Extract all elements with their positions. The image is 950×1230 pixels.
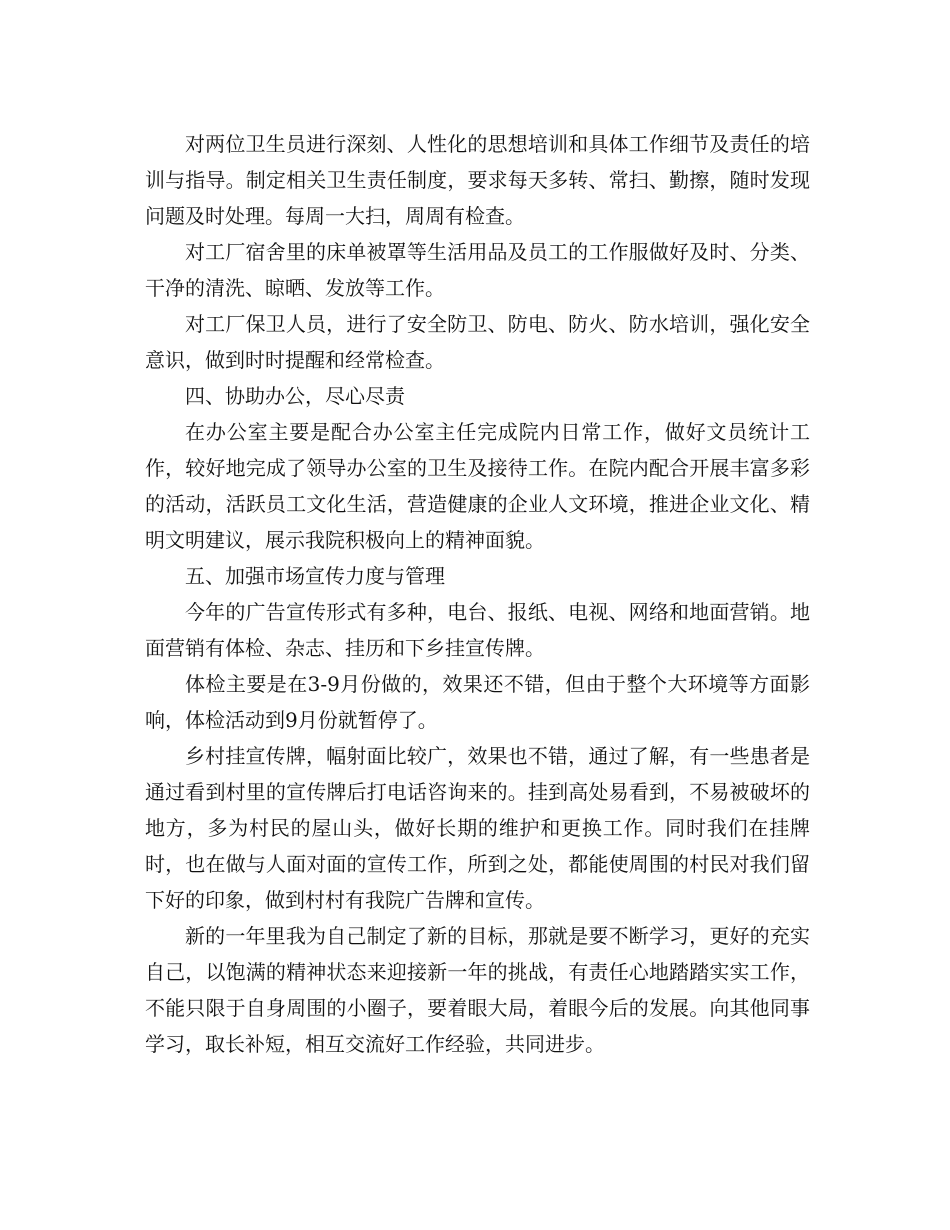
paragraph-new-year-goals: 新的一年里我为自己制定了新的目标，那就是要不断学习，更好的充实自己，以饱满的精神状态来迎接新一年的挑战，有责任心地踏踏实实工作，不能只限于自身周围的小圈子，要着眼大局，着眼今后的发展。向其他同事学习，取长补短，相互交流好工作经验，共同进步。 <box>145 924 810 1056</box>
paragraph-security-training: 对工厂保卫人员，进行了安全防卫、防电、防火、防水培训，强化安全意识，做到时时提醒和经常检查。 <box>145 312 810 372</box>
paragraph-health-checkup: 体检主要是在3-9月份做的，效果还不错，但由于整个大环境等方面影响，体检活动到9月份就暂停了。 <box>145 672 810 732</box>
paragraph-dormitory-laundry: 对工厂宿舍里的床单被罩等生活用品及员工的工作服做好及时、分类、干净的清洗、晾晒、发放等工作。 <box>145 240 810 300</box>
section-heading-office-assistance: 四、协助办公，尽心尽责 <box>185 384 405 408</box>
section-heading-marketing: 五、加强市场宣传力度与管理 <box>185 564 445 588</box>
document-body <box>145 126 810 1062</box>
paragraph-village-signs: 乡村挂宣传牌，幅射面比较广，效果也不错，通过了解，有一些患者是通过看到村里的宣传牌后打电话咨询来的。挂到高处易看到，不易被破坏的地方，多为村民的屋山头，做好长期的维护和更换工作。同时我们在挂牌时，也在做与人面对面的宣传工作，所到之处，都能使周围的村民对我们留下好的印象，做到村村有我院广告牌和宣传。 <box>145 744 810 912</box>
paragraph-office-work: 在办公室主要是配合办公室主任完成院内日常工作，做好文员统计工作，较好地完成了领导办公室的卫生及接待工作。在院内配合开展丰富多彩的活动，活跃员工文化生活，营造健康的企业人文环境，推进企业文化、精明文明建议，展示我院积极向上的精神面貌。 <box>145 420 810 552</box>
paragraph-advertising-forms: 今年的广告宣传形式有多种，电台、报纸、电视、网络和地面营销。地面营销有体检、杂志、挂历和下乡挂宣传牌。 <box>145 600 810 660</box>
paragraph-hygiene-training: 对两位卫生员进行深刻、人性化的思想培训和具体工作细节及责任的培训与指导。制定相关卫生责任制度，要求每天多转、常扫、勤擦，随时发现问题及时处理。每周一大扫，周周有检查。 <box>145 132 810 228</box>
